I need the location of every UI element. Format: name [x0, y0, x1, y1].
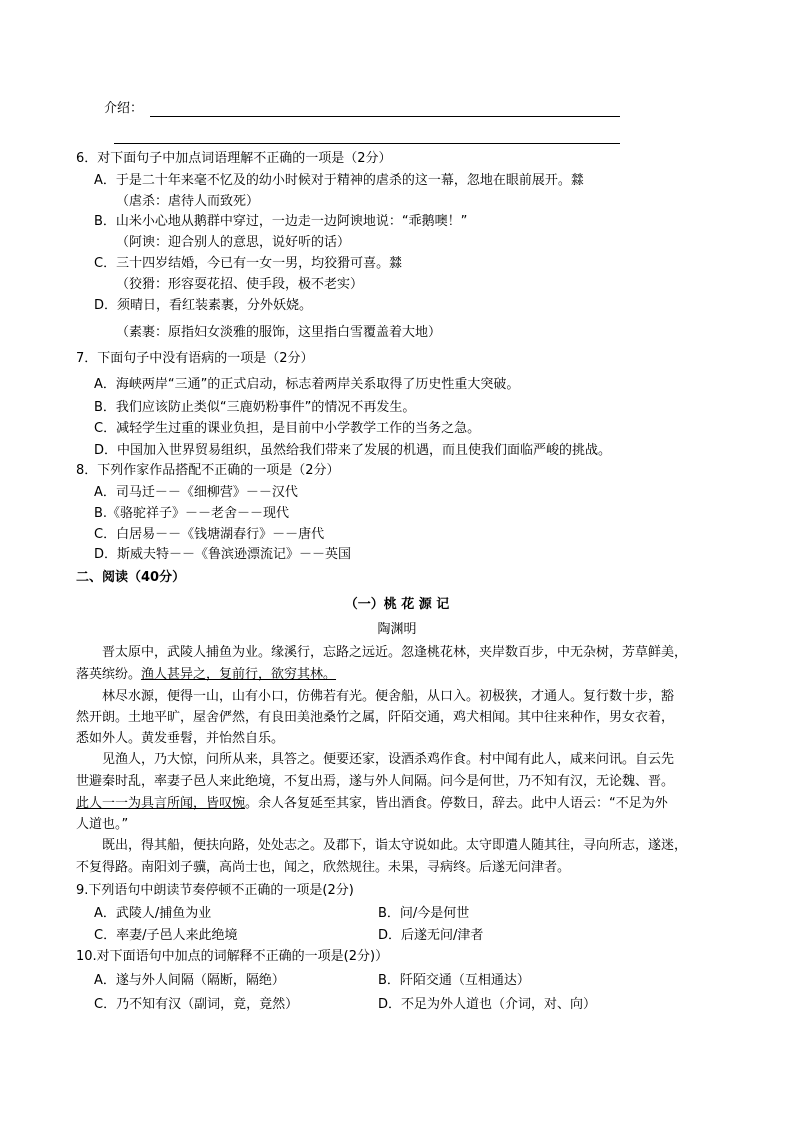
intro-blank-line-2[interactable]	[114, 143, 620, 144]
q8-option-d: D．斯威夫特－－《鲁滨逊漂流记》－－英国	[94, 547, 352, 562]
passage-p1-line2: 落英缤纷。渔人甚异之，复前行，欲穷其林。	[76, 667, 337, 682]
passage-p3-line3: 此人一一为具言所闻，皆叹惋。余人各复延至其家，皆出酒食。停数日，辞去。此中人语云：“不足为外	[76, 796, 668, 811]
passage-p3-line1: 见渔人，乃大惊，问所从来，具答之。便要还家，设酒杀鸡作食。村中闻有此人，咸来问讯。自云先	[102, 752, 675, 767]
q10-stem: 10.对下面语句中加点的词解释不正确的一项是(2分)）	[76, 949, 389, 964]
q10-option-c: C．乃不知有汉（副词，竟，竟然）	[94, 997, 299, 1012]
passage-p3-underlined: 此人一一为具言所闻，皆叹惋	[76, 796, 246, 811]
q9-option-c: C．率妻/子邑人来此绝境	[94, 928, 238, 943]
q6-option-d-note: （素裹：原指妇女淡雅的服饰，这里指白雪覆盖着大地）	[116, 325, 442, 340]
intro-label: 介绍：	[104, 101, 144, 116]
q6-option-c: C．三十四岁结婚，今已有一女一男，均狡猾可喜。㵘	[94, 256, 403, 271]
intro-blank-line-1[interactable]	[150, 116, 620, 117]
q6-option-a-note: （虐杀：虐待人而致死）	[116, 194, 260, 209]
q8-option-c: C．白居易－－《钱塘湖春行》－－唐代	[94, 527, 325, 542]
q9-option-d: D．后遂无问/津者	[378, 928, 484, 943]
passage-p3-line2: 世避秦时乱，率妻子邑人来此绝境，不复出焉，遂与外人间隔。问今是何世，乃不知有汉，无论魏、晋。	[76, 774, 675, 789]
q6-option-b: B．山米小心地从鹅群中穿过，一边走一边阿谀地说：“乖鹅噢！”	[94, 214, 468, 229]
q7-option-a: A．海峡两岸“三通”的正式启动，标志着两岸关系取得了历史性重大突破。	[94, 377, 520, 392]
q6-stray-mark-a: 㵘	[570, 173, 584, 188]
passage-p3-line4: 人道也。”	[76, 817, 129, 832]
passage-p2-line3: 悉如外人。黄发垂髫，并怡然自乐。	[76, 731, 285, 746]
passage-p1-line1: 晋太原中，武陵人捕鱼为业。缘溪行，忘路之远近。忽逢桃花林，夹岸数百步，中无杂树，芳草鲜美，	[102, 645, 688, 660]
passage-p2-line1: 林尽水源，便得一山，山有小口，仿佛若有光。便舍船，从口入。初极狭，才通人。复行数十步，豁	[102, 689, 675, 704]
q7-option-c: C．减轻学生过重的课业负担，是目前中小学教学工作的当务之急。	[94, 421, 481, 436]
passage-p4-line2: 不复得路。南阳刘子骥，高尚士也，闻之，欣然规往。未果，寻病终。后遂无问津者。	[76, 860, 571, 875]
passage-p2-line2: 然开朗。土地平旷，屋舍俨然，有良田美池桑竹之属，阡陌交通，鸡犬相闻。其中往来种作，男女衣着，	[76, 710, 675, 725]
q9-option-a: A．武陵人/捕鱼为业	[94, 906, 212, 921]
section-2-heading: 二、阅读（40分）	[76, 570, 186, 585]
q6-option-b-note: （阿谀：迎合别人的意思，说好听的话）	[116, 235, 351, 250]
q6-option-d: D．须晴日，看红装素裹，分外妖娆。	[94, 298, 313, 313]
passage-title: （一）桃 花 源 记	[344, 597, 450, 612]
q6-option-c-note: （狡猾：形容耍花招、使手段，极不老实）	[116, 277, 364, 292]
q6-stem: 6．对下面句子中加点词语理解不正确的一项是（2分）	[76, 151, 392, 166]
passage-author: 陶渊明	[377, 622, 417, 637]
q7-option-d: D．中国加入世界贸易组织，虽然给我们带来了发展的机遇，而且使我们面临严峻的挑战。	[94, 443, 612, 458]
q8-stem: 8．下列作家作品搭配不正确的一项是（2分）	[76, 463, 340, 478]
q10-option-b: B．阡陌交通（互相通达）	[378, 973, 530, 988]
q8-option-a: A．司马迁－－《细柳营》－－汉代	[94, 485, 298, 500]
q10-option-a: A．遂与外人间隔（隔断，隔绝）	[94, 973, 285, 988]
q7-option-b: B．我们应该防止类似“三鹿奶粉事件”的情况不再发生。	[94, 400, 416, 415]
q8-option-b: B.《骆驼祥子》－－老舍－－现代	[94, 506, 290, 521]
q7-stem: 7．下面句子中没有语病的一项是（2分）	[76, 351, 314, 366]
q10-option-d: D．不足为外人道也（介词，对、向）	[378, 997, 597, 1012]
passage-p1-underlined: 渔人甚异之，复前行，欲穷其林。	[141, 667, 337, 682]
q9-option-b: B．问/今是何世	[378, 906, 470, 921]
q9-stem: 9.下列语句中朗读节奏停顿不正确的一项是(2分)	[76, 883, 354, 898]
q6-option-a: A．于是二十年来毫不忆及的幼小时候对于精神的虐杀的这一幕，忽地在眼前展开。㵘	[94, 173, 584, 188]
passage-p4-line1: 既出，得其船，便扶向路，处处志之。及郡下，诣太守说如此。太守即遣人随其往，寻向所志，遂迷，	[102, 838, 688, 853]
q6-stray-mark-c: 㵘	[389, 256, 403, 271]
